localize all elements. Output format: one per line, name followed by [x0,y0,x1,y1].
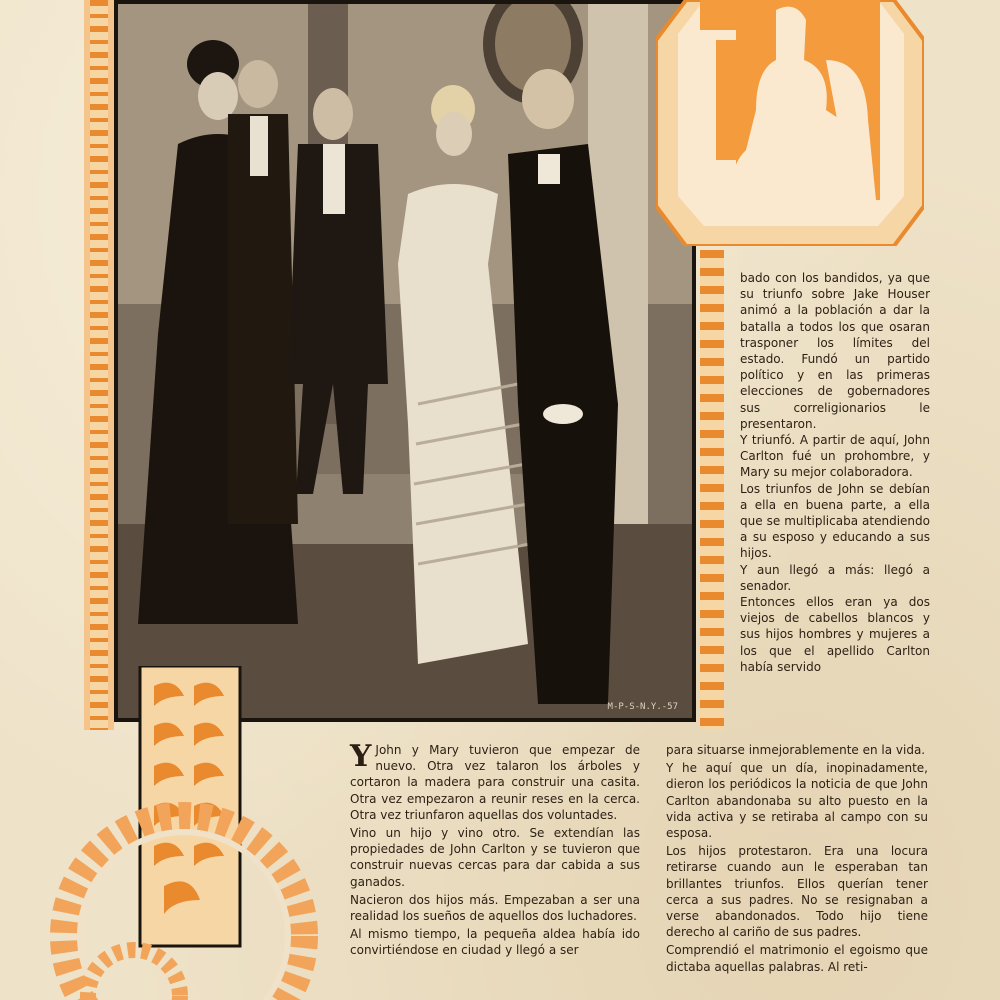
left-ornamental-border [84,0,114,730]
right-paragraph: bado con los bandidos, ya que su triunfo sobre Jake Houser animó a la población a dar la batalla a todos los que osaran trasponer los límites del estado. Fundó un partido político y en las primeras elecciones de gobernadores sus correligionarios le presentaron. [740,271,930,431]
right-ornamental-border [700,250,724,730]
film-still-photo-frame [114,0,696,722]
right-text-column [740,270,930,675]
right-paragraph: Y aun llegó a más: llegó a senador. [740,562,930,593]
middle-paragraph-first [350,739,640,823]
middle-paragraph-text: John y Mary tuvieron que empezar de nuevo. Otra vez talaron los árboles y cortaron la madera para construir una casita. Otra vez empezaron a reunir reses en la cerca. Otra vez triunfaron aquellas dos voluntades. [350,743,640,822]
film-still-photo [118,4,692,718]
film-still-photo-icon [118,4,692,718]
right-paragraph: Los triunfos de John se debían a ella en buena parte, a ella que se multiplicaba atendiendo a su esposo y educando a sus hijos. [740,481,930,561]
bottom-right-paragraph: Los hijos protestaron. Era una locura retirarse cuando aun le esperaban tan brillantes triunfos. Ellos querían tener cerca a sus padres. No se resignaban a verse abandonados. Todo hijo tiene derecho al cariño de sus padres. [666,844,928,940]
bottom-right-text-column [666,742,928,977]
middle-paragraph: Vino un hijo y vino otro. Se extendían las propiedades de John Carlton y se tuvieron que construir nuevas cercas para dar cabida a sus ganados. [350,826,640,889]
bottom-right-paragraph: Comprendió el matrimonio el egoismo que dictaba aquellas palabras. Al reti- [666,943,928,974]
bottom-right-paragraph: Y he aquí que un día, inopinadamente, dieron los periódicos la noticia de que John Carlton abandonaba su alto puesto en la vida activa y se retiraba al campo con su esposa. [666,761,928,841]
orange-silhouette-medallion [656,0,924,246]
right-paragraph: Y triunfó. A partir de aquí, John Carlton fué un prohombre, y Mary su mejor colaboradora. [740,433,930,480]
bottom-right-paragraph: para situarse inmejorablemente en la vida. [666,743,926,757]
left-border-pattern [90,0,108,730]
photo-credit: M-P-S-N.Y.-57 [607,702,678,712]
middle-text-column [350,739,640,961]
middle-paragraph: Al mismo tiempo, la pequeña aldea había ido convirtiéndose en ciudad y llegó a ser [350,927,640,958]
middle-paragraph: Nacieron dos hijos más. Empezaban a ser una realidad los sueños de aquellos dos luchadores. [350,892,640,924]
right-paragraph: Entonces ellos eran ya dos viejos de cabellos blancos y sus hijos hombres y mujeres a los que el apellido Carlton había servido [740,595,930,674]
bottom-left-ornament [44,666,344,1000]
drop-cap: Y [350,739,372,774]
